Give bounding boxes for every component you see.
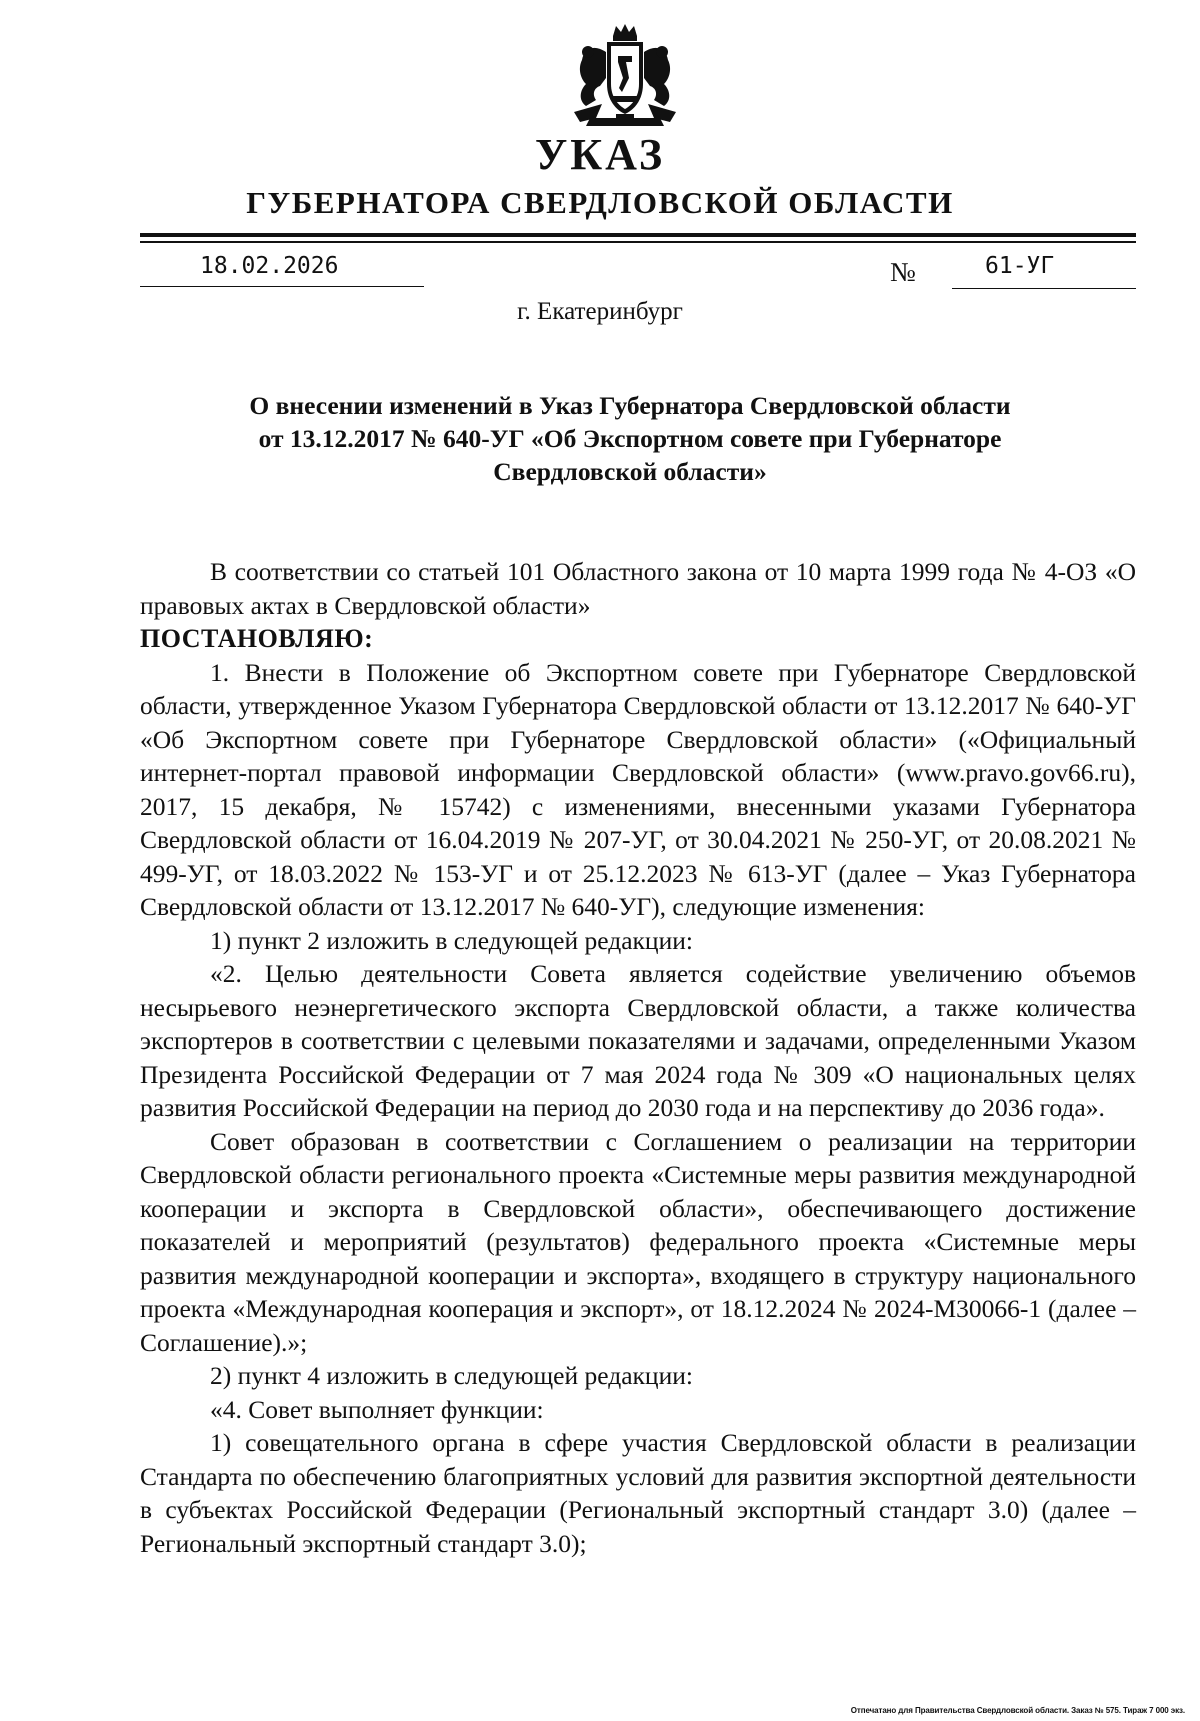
body-paragraph: Совет образован в соответствии с Соглашением о реализации на территории Свердловской области регионального проекта «Системные меры развития международной кооперации и экспорта в Свердловской области», обеспечивающего достижение показателей и мероприятий (результатов) федерального проекта «Системные меры развития международной кооперации и экспорта», входящего в структуру национального проекта «Международная кооперация и экспорт», от 18.12.2024 № 2024-М30066-1 (далее – Соглашение).»; [140, 1126, 1136, 1357]
decree-heading: УКАЗ [534, 130, 666, 179]
document-title-line: от 13.12.2017 № 640-УГ «Об Экспортном совете при Губернаторе [258, 424, 1002, 453]
number-underline [952, 288, 1136, 289]
number-sign: № [890, 257, 916, 287]
body-paragraph: 1. Внести в Положение об Экспортном совете при Губернаторе Свердловской области, утвержденное Указом Губернатора Свердловской области от 13.12.2017 № 640-УГ «Об Экспортном совете при Губернаторе Свердловской области» («Официальный интернет-портал правовой информации Свердловской области» (www.pravo.gov66.ru), 2017, 15 декабря, № 15742) с изменениями, внесенными указами Губернатора Свердловской области от 16.04.2019 № 207-УГ, от 30.04.2021 № 250-УГ, от 20.08.2021 № 499-УГ, от 18.03.2022 № 153-УГ и от 25.12.2023 № 613-УГ (далее – Указ Губернатора Свердловской области от 13.12.2017 № 640-УГ), следующие изменения: [140, 657, 1136, 921]
document-body [140, 555, 1136, 1560]
body-paragraph: «2. Целью деятельности Совета является содействие увеличению объемов несырьевого неэнергетического экспорта Свердловской области, а также количества экспортеров в соответствии с целевыми показателями и задачами, определенными Указом Президента Российской Федерации от 7 мая 2024 года № 309 «О национальных целях развития Российской Федерации на период до 2030 года и на перспективу до 2036 года». [140, 959, 1136, 1122]
sverdlovsk-oblast-coat-of-arms-icon [566, 22, 684, 130]
document-title [200, 389, 1060, 488]
date-underline [140, 286, 424, 287]
issuer-heading: ГУБЕРНАТОРА СВЕРДЛОВСКОЙ ОБЛАСТИ [246, 185, 954, 220]
print-note: Отпечатано для Правительства Свердловской области. Заказ № 575. Тираж 7 000 экз. [850, 1706, 1185, 1715]
header-rule-thin [140, 241, 1136, 243]
preamble-paragraph: В соответствии со статьей 101 Областного закона от 10 марта 1999 года № 4-ОЗ «О правовых актах в Свердловской области» [140, 557, 1136, 620]
document-title-line: Свердловской области» [493, 457, 767, 486]
header-rule-thick [140, 233, 1136, 237]
city-of-issue: г. Екатеринбург [517, 298, 683, 325]
document-title-line: О внесении изменений в Указ Губернатора Свердловской области [249, 391, 1011, 420]
body-paragraph: 2) пункт 4 изложить в следующей редакции: [210, 1361, 693, 1390]
decree-date: 18.02.2026 [200, 253, 339, 279]
decree-word: ПОСТАНОВЛЯЮ: [140, 624, 374, 653]
body-paragraph: 1) пункт 2 изложить в следующей редакции: [210, 925, 693, 955]
body-paragraph: «4. Совет выполняет функции: [210, 1394, 544, 1424]
body-paragraph: 1) совещательного органа в сфере участия Свердловской области в реализации Стандарта по обеспечению благоприятных условий для развития экспортной деятельности в субъектах Российской Федерации (Региональный экспортный стандарт 3.0) (далее – Региональный экспортный стандарт 3.0); [140, 1428, 1136, 1558]
decree-number: 61-УГ [985, 253, 1055, 279]
